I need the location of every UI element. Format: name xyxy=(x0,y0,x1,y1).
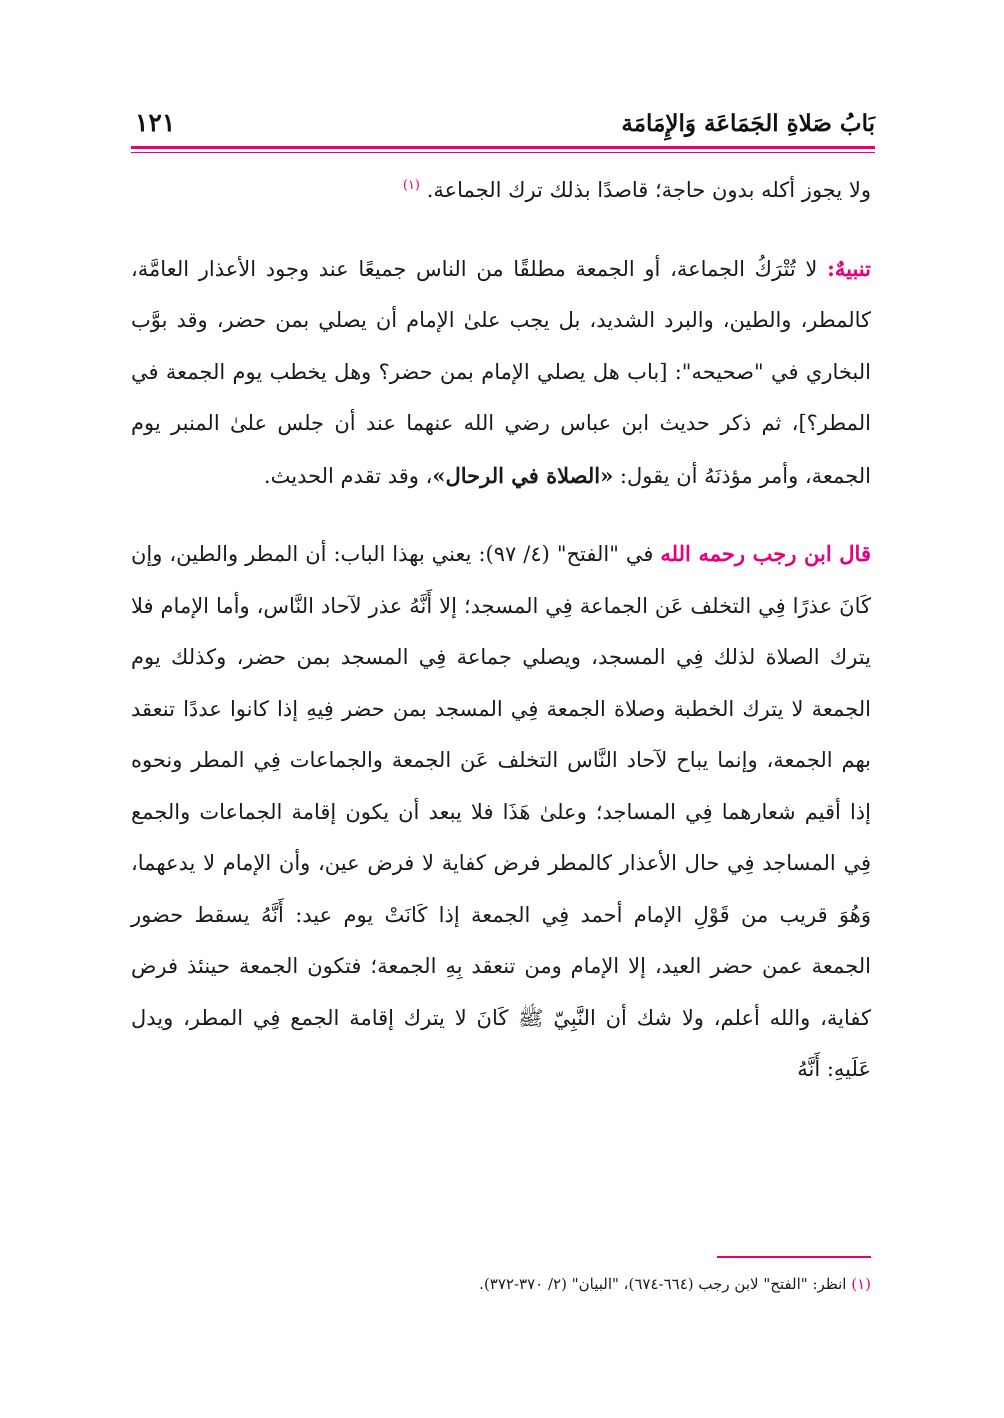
footnote-text: انظر: "الفتح" لابن رجب (٦٦٤-٦٧٤)، "البيان" (٢/ ٣٧٠-٣٧٢). xyxy=(479,1275,847,1293)
chapter-title: بَابُ صَلاةِ الجَمَاعَة وَالإِمَامَة xyxy=(621,110,875,137)
page-header xyxy=(131,104,875,148)
note-label: تنبيهٌ: xyxy=(827,255,871,281)
quote-author: قال ابن رجب رحمه الله xyxy=(660,541,871,566)
footnote-number: (١) xyxy=(851,1275,871,1293)
main-text xyxy=(131,165,871,1096)
header-rule-thick xyxy=(131,146,875,149)
paragraph-note xyxy=(131,243,871,503)
quote-body: في "الفتح" (٤/ ٩٧): يعني بهذا الباب: أن المطر والطين، وإن كَانَ عذرًا فِي التخلف عَن الجماعة فِي المسجد؛ إلا أَنَّهُ عذر لآحاد النَّاس، وأما الإمام فلا يترك الصلاة لذلك فِي المسجد، ويصلي جماعة فِي المسجد بمن حضر، وكذلك يوم الجمعة لا يترك الخطبة وصلاة الجمعة فِي المسجد بمن حضر فِيهِ إذا كانوا عددًا تنعقد بهم الجمعة، وإنما يباح لآحاد النَّاس التخلف عَن الجمعة والجماعات فِي المطر ونحوه إذا أقيم شعارهما فِي المساجد؛ وعلىٰ هَذَا فلا يبعد أن يكون إقامة الجماعات والجمع فِي المساجد فِي حال الأعذار كالمطر فرض كفاية لا فرض عين، وأن الإمام لا يدعهما، وَهُوَ قريب من قَوْلِ الإمام أحمد فِي الجمعة إذا كَانَتْ يوم عيد: أَنَّهُ يسقط حضور الجمعة عمن حضر العيد، إلا الإمام ومن تنعقد بِهِ الجمعة؛ فتكون الجمعة حينئذ فرض كفاية، والله أعلم، ولا شك أن النَّبِيّ ﷺ كَانَ لا يترك إقامة الجمع فِي المطر، ويدل عَلَيهِ: أَنَّهُ xyxy=(131,542,871,1081)
continuation-text: ولا يجوز أكله بدون حاجة؛ قاصدًا بذلك ترك الجماعة. xyxy=(426,178,871,202)
footnote-separator xyxy=(717,1256,871,1258)
note-tail: ، وقد تقدم الحديث. xyxy=(263,463,433,488)
paragraph-continuation xyxy=(131,165,871,217)
header-rule-thin xyxy=(131,152,875,153)
footnote-ref[interactable]: (١) xyxy=(402,178,420,193)
note-text: لا تُتْرَكُ الجماعة، أو الجمعة مطلقًا من الناس جميعًا عند وجود الأعذار العامَّة، كالمطر، والطين، والبرد الشديد، بل يجب علىٰ الإمام أن يصلي بمن حضر، وقد بوَّب البخاري في "صحيحه": [باب هل يصلي الإمام بمن حضر؟ وهل يخطب يوم الجمعة في المطر؟]، ثم ذكر حديث ابن عباس رضي الله عنهما عند أن جلس علىٰ المنبر يوم الجمعة، وأمر مؤذنَهُ أن يقول: xyxy=(131,256,871,488)
footnote xyxy=(131,1272,871,1296)
quote-text: «الصلاة في الرحال» xyxy=(432,462,614,488)
page-number: ١٢١ xyxy=(135,108,176,137)
paragraph-quote xyxy=(131,528,871,1096)
